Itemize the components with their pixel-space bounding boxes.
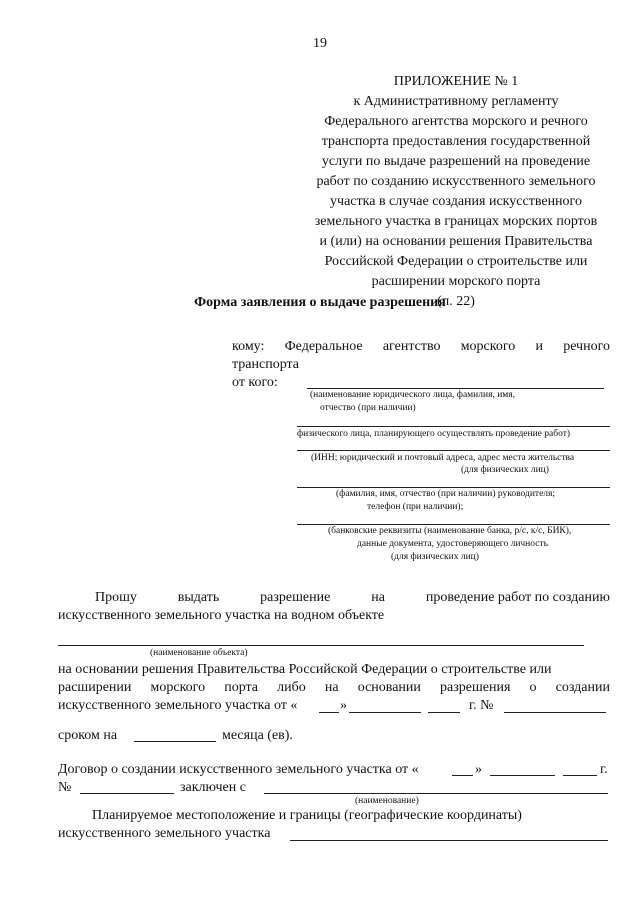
applicant-name-field[interactable] [307,388,604,389]
contract-day-field[interactable] [452,775,473,776]
caption: (наименование) [355,796,419,806]
contract-number-field[interactable] [80,793,174,794]
contract-line-1-c: г. [600,762,608,777]
page-number: 19 [313,36,327,51]
caption: физического лица, планирующего осуществлять проведение работ) [297,429,571,439]
basis-line-3-b: » [340,698,347,713]
address-field[interactable] [297,450,610,451]
permit-month-field[interactable] [349,712,421,713]
caption: данные документа, удостоверяющего личность [357,539,548,549]
contract-line-1-a: Договор о создании искусственного земельного участка от « [58,762,419,777]
caption: телефон (при наличии); [367,502,464,512]
request-line-2: искусственного земельного участка на водном объекте [58,608,385,623]
appendix-line: работ по созданию искусственного земельного [316,174,596,189]
contract-year-field[interactable] [563,775,597,776]
caption: (банковские реквизиты (наименование банка, р/с, к/с, БИК), [328,526,572,536]
appendix-line: услуги по выдаче разрешений на проведение [321,154,591,169]
contract-line-1-b: » [475,762,482,777]
contract-month-field[interactable] [490,775,555,776]
permit-day-field[interactable] [319,712,339,713]
basis-line-2: расширении морского порта либо на основании разрешения о создании [58,680,610,695]
planned-line-1: Планируемое местоположение и границы (географические координаты) [92,808,522,823]
coordinates-field[interactable] [290,840,608,841]
appendix-line: участка в случае создания искусственного [330,194,582,209]
appendix-line: расширении морского порта [371,274,541,289]
caption: (фамилия, имя, отчество (при наличии) руководителя; [336,489,556,499]
caption: (ИНН; юридический и почтовый адреса, адрес места жительства [311,453,575,463]
appendix-line: к Административному регламенту [353,94,559,109]
caption: (для физических лиц) [461,465,549,475]
contract-with-label: заключен с [180,780,246,795]
appendix-clause: (п. 22) [437,294,475,309]
recipient-line-2: транспорта [232,357,300,372]
basis-line-3-c: г. № [469,698,494,713]
caption: (наименование юридического лица, фамилия, имя, [310,390,516,400]
term-label: сроком на [58,728,118,743]
appendix-line: транспорта предоставления государственной [321,134,591,149]
caption: (наименование объекта) [150,648,248,658]
applicant-name-field-2[interactable] [297,426,610,427]
appendix-title: ПРИЛОЖЕНИЕ № 1 [393,74,519,89]
appendix-block [292,72,620,312]
caption: (для физических лиц) [391,552,479,562]
planned-line-2: искусственного земельного участка [58,826,271,841]
request-line: Прошу выдать разрешение на проведение работ по созданию [95,590,610,605]
caption: отчество (при наличии) [320,403,416,413]
basis-line-1: на основании решения Правительства Российской Федерации о строительстве или [58,662,552,677]
contract-number-label: № [58,780,72,795]
object-name-field[interactable] [58,645,584,646]
recipient-line: кому: Федеральное агентство морского и речного [232,339,610,354]
appendix-line: Федерального агентства морского и речного [324,114,588,129]
term-unit: месяца (ев). [222,728,293,743]
from-label: от кого: [232,375,278,390]
permit-number-field[interactable] [504,712,606,713]
basis-line-3-a: искусственного земельного участка от « [58,698,298,713]
manager-field[interactable] [297,487,610,488]
contract-party-field[interactable] [264,793,608,794]
bank-details-field[interactable] [297,524,610,525]
appendix-line: и (или) на основании решения Правительства [319,234,593,249]
form-title: Форма заявления о выдаче разрешения [194,295,446,310]
term-field[interactable] [134,741,216,742]
permit-year-field[interactable] [428,712,460,713]
appendix-line: земельного участка в границах морских портов [314,214,598,229]
appendix-line: Российской Федерации о строительстве или [324,254,588,269]
